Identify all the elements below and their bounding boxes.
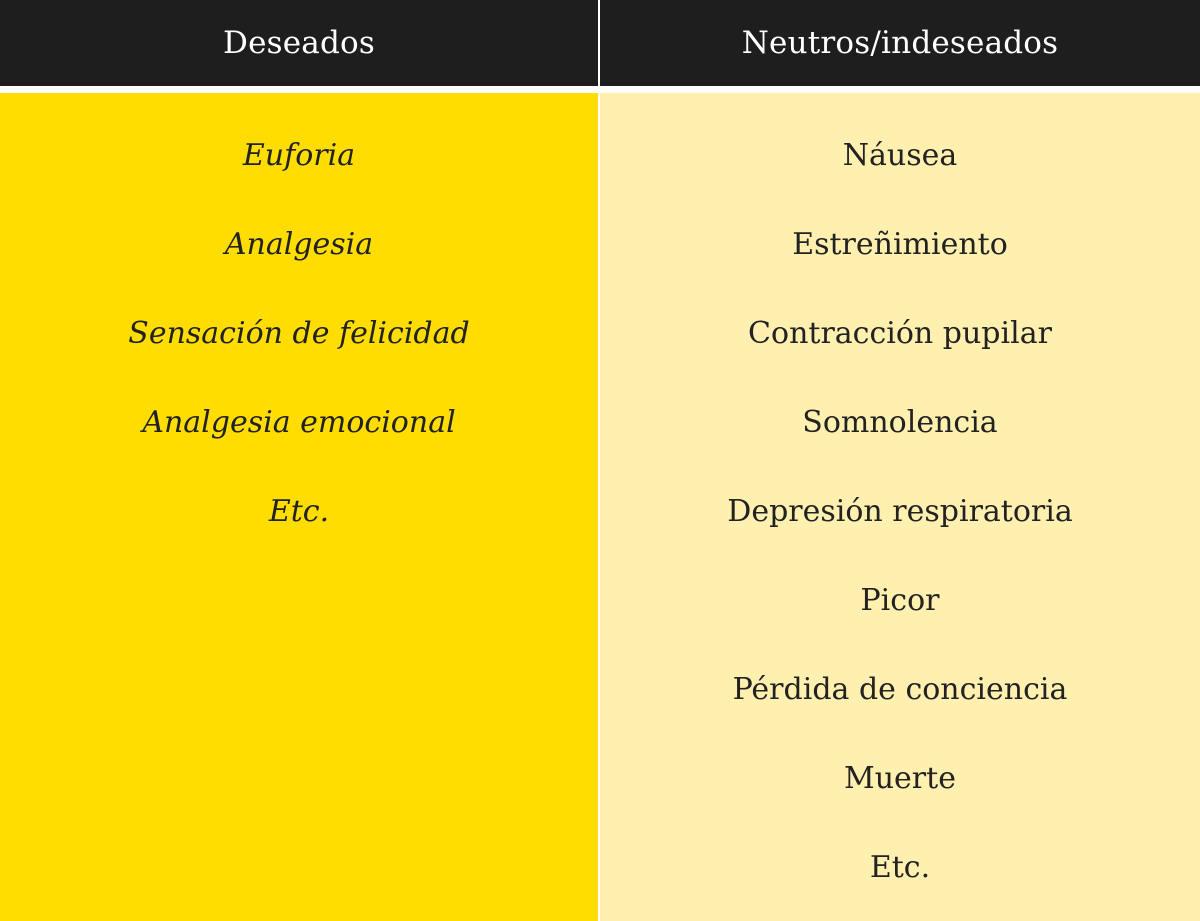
list-item: Depresión respiratoria — [727, 493, 1073, 529]
header-neutral-undesired: Neutros/indeseados — [600, 0, 1200, 86]
neutral-undesired-column — [600, 93, 1200, 921]
list-item: Somnolencia — [802, 404, 998, 440]
list-item: Analgesia emocional — [142, 404, 456, 440]
list-item: Euforia — [242, 137, 356, 173]
list-item: Etc. — [268, 493, 330, 529]
list-item: Analgesia — [224, 226, 374, 262]
list-item: Estreñimiento — [792, 226, 1008, 262]
list-item: Náusea — [842, 137, 958, 173]
list-item: Pérdida de conciencia — [732, 671, 1068, 707]
header-desired: Deseados — [0, 0, 598, 86]
table-header — [0, 0, 1200, 86]
list-item: Muerte — [844, 760, 956, 796]
list-item: Contracción pupilar — [748, 315, 1052, 351]
desired-column — [0, 93, 598, 921]
list-item: Etc. — [869, 849, 931, 885]
list-item: Picor — [860, 582, 940, 618]
list-item: Sensación de felicidad — [128, 315, 470, 351]
